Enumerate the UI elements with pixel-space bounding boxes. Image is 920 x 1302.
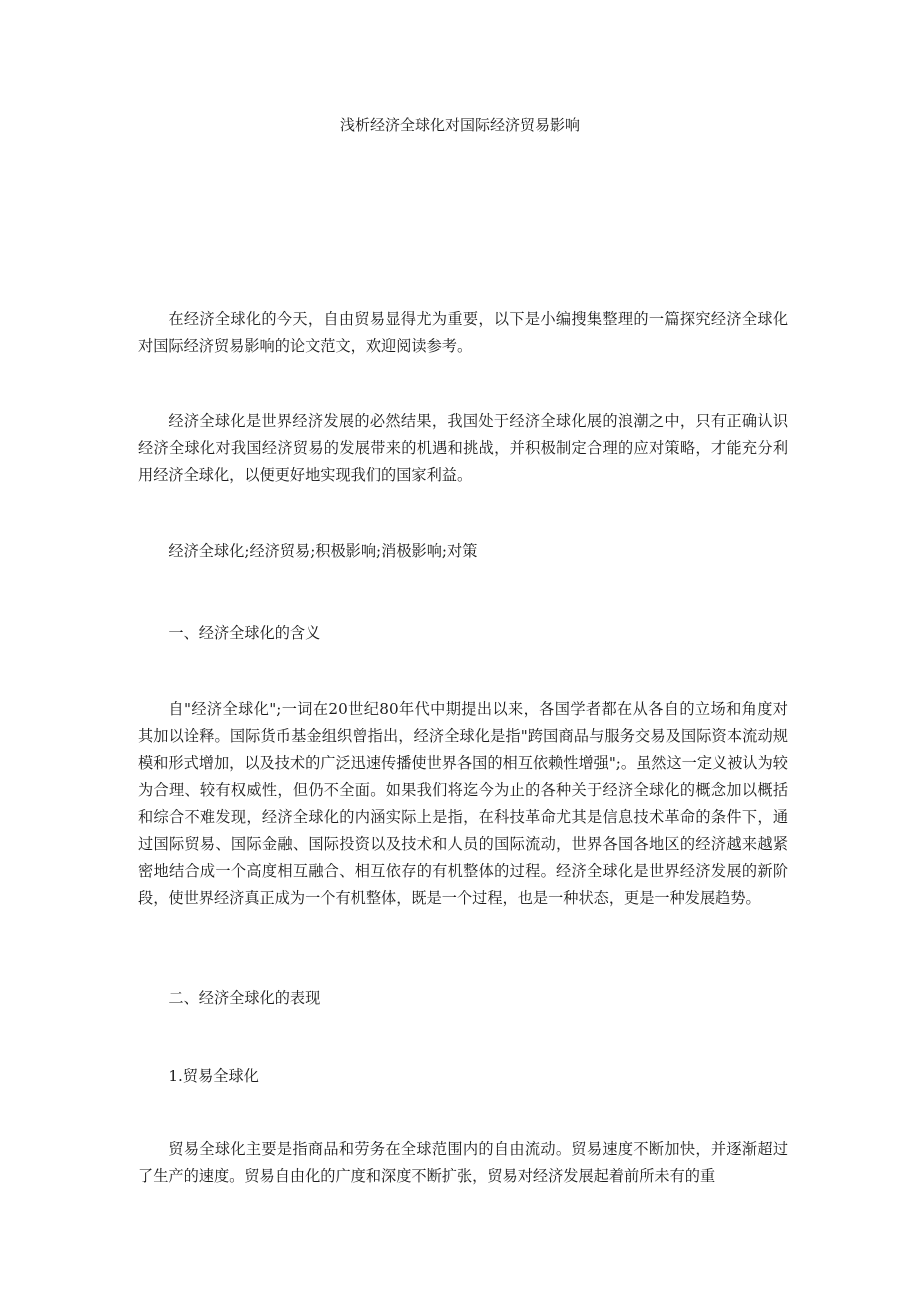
section-body-meaning: 自"经济全球化";一词在20世纪80年代中期提出以来，各国学者都在从各自的立场和角度对其加以诠释。国际货币基金组织曾指出，经济全球化是指"跨国商品与服务交易及国际资本流动规模和形式增加，以及技术的广泛迅速传播使世界各国的相互依赖性增强";。虽然这一定义被认为较为合理、较有权威性，但仍不全面。如果我们将迄今为止的各种关于经济全球化的概念加以概括和综合不难发现，经济全球化的内涵实际上是指，在科技革命尤其是信息技术革命的条件下，通过国际贸易、国际金融、国际投资以及技术和人员的国际流动，世界各国各地区的经济越来越紧密地结合成一个高度相互融合、相互依存的有机整体的过程。经济全球化是世界经济发展的新阶段，使世界经济真正成为一个有机整体，既是一个过程，也是一种状态，更是一种发展趋势。: [138, 700, 788, 907]
abstract-paragraph: 经济全球化是世界经济发展的必然结果，我国处于经济全球化展的浪潮之中，只有正确认识经济全球化对我国经济贸易的发展带来的机遇和挑战，并积极制定合理的应对策略，才能充分利用经济全球化，以便更好地实现我们的国家利益。: [138, 412, 788, 484]
subsection-body-trade: 贸易全球化主要是指商品和劳务在全球范围内的自由流动。贸易速度不断加快，并逐渐超过了生产的速度。贸易自由化的广度和深度不断扩张，贸易对经济发展起着前所未有的重: [138, 1140, 788, 1185]
document-title: 浅析经济全球化对国际经济贸易影响: [339, 116, 580, 134]
section-heading-meaning: 一、经济全球化的含义: [168, 624, 321, 642]
section-heading-manifestation: 二、经济全球化的表现: [168, 989, 321, 1007]
keywords-line: 经济全球化;经济贸易;积极影响;消极影响;对策: [168, 542, 478, 560]
intro-paragraph: 在经济全球化的今天，自由贸易显得尤为重要，以下是小编搜集整理的一篇探究经济全球化对国际经济贸易影响的论文范文，欢迎阅读参考。: [138, 310, 788, 355]
subsection-heading-trade: 1.贸易全球化: [168, 1067, 259, 1085]
